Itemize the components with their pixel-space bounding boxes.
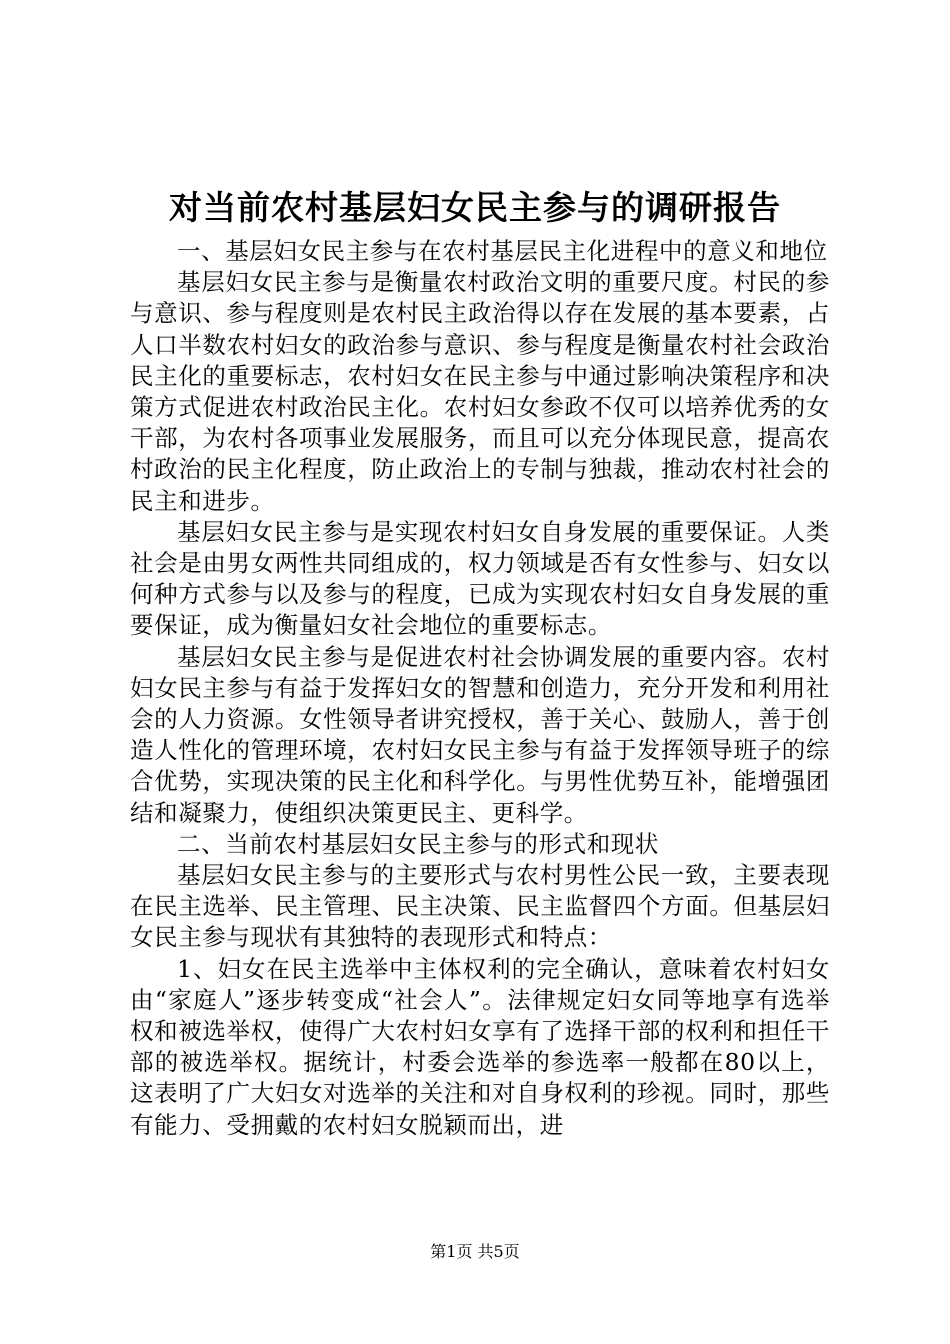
section-heading: 一、基层妇女民主参与在农村基层民主化进程中的意义和地位 <box>177 237 828 265</box>
page-number: 第1页 共5页 <box>430 1242 520 1261</box>
document-body <box>130 236 830 1141</box>
document-title: 对当前农村基层妇女民主参与的调研报告 <box>169 188 781 227</box>
section-heading: 二、当前农村基层妇女民主参与的形式和现状 <box>177 829 659 858</box>
body-paragraph: 1、妇女在民主选举中主体权利的完全确认，意味着农村妇女由“家庭人”逐步转变成“社会人”。法律规定妇女同等地享有选举权和被选举权，使得广大农村妇女享有了选择干部的权利和担任干部的被选举权。据统计，村委会选举的参选率一般都在80以上，这表明了广大妇女对选举的关注和对自身权利的珍视。同时，那些有能力、受拥戴的农村妇女脱颖而出，进 <box>130 954 830 1139</box>
body-paragraph: 基层妇女民主参与是实现农村妇女自身发展的重要保证。人类社会是由男女两性共同组成的，权力领域是否有女性参与、妇女以何种方式参与以及参与的程度，已成为实现农村妇女自身发展的重要保证，成为衡量妇女社会地位的重要标志。 <box>130 517 830 640</box>
body-paragraph: 基层妇女民主参与是促进农村社会协调发展的重要内容。农村妇女民主参与有益于发挥妇女的智慧和创造力，充分开发和利用社会的人力资源。女性领导者讲究授权，善于关心、鼓励人，善于创造人性化的管理环境，农村妇女民主参与有益于发挥领导班子的综合优势，实现决策的民主化和科学化。与男性优势互补，能增强团结和凝聚力，使组织决策更民主、更科学。 <box>130 642 830 827</box>
body-paragraph: 基层妇女民主参与是衡量农村政治文明的重要尺度。村民的参与意识、参与程度则是农村民主政治得以存在发展的基本要素，占人口半数农村妇女的政治参与意识、参与程度是衡量农村社会政治民主化的重要标志，农村妇女在民主参与中通过影响决策程序和决策方式促进农村政治民主化。农村妇女参政不仅可以培养优秀的女干部，为农村各项事业发展服务，而且可以充分体现民意，提高农村政治的民主化程度，防止政治上的专制与独裁，推动农村社会的民主和进步。 <box>130 268 830 515</box>
body-paragraph: 基层妇女民主参与的主要形式与农村男性公民一致，主要表现在民主选举、民主管理、民主决策、民主监督四个方面。但基层妇女民主参与现状有其独特的表现形式和特点： <box>130 861 830 952</box>
